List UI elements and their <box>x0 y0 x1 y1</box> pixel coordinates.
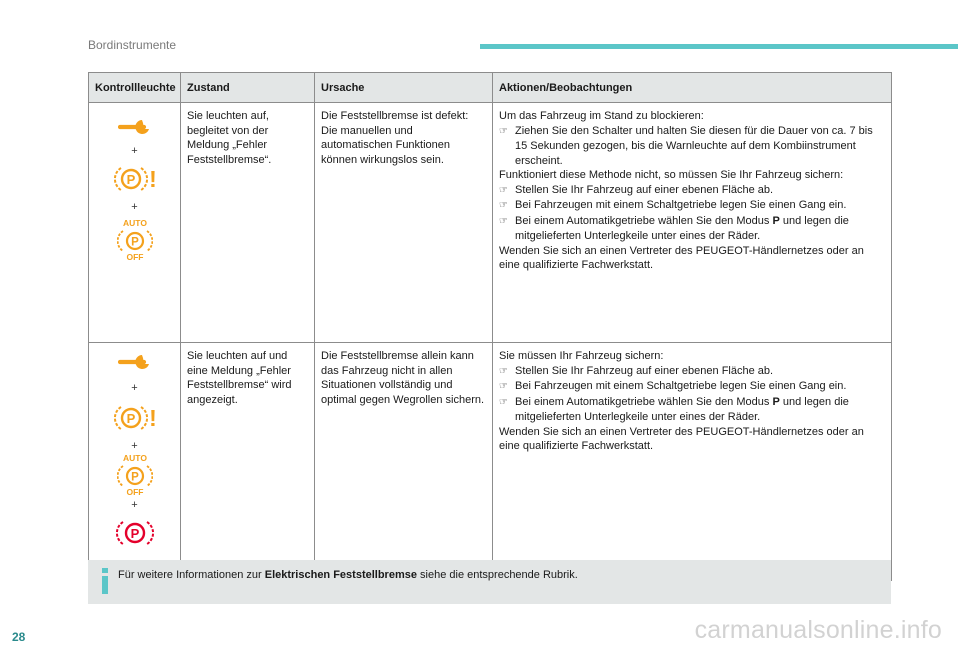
action-bullet <box>499 124 885 169</box>
auto-label: AUTO <box>122 453 147 463</box>
action-bullet-text: Bei Fahrzeugen mit einem Schaltgetriebe legen Sie einen Gang ein. <box>515 199 847 211</box>
exclamation-mark: ! <box>148 405 157 431</box>
pointing-hand-icon: ☞ <box>499 200 508 211</box>
action-bullet <box>499 364 885 380</box>
pointing-hand-icon: ☞ <box>499 184 508 196</box>
action-intro: Um das Fahrzeug im Stand zu blockieren: <box>499 110 704 122</box>
p-letter: P <box>130 236 139 249</box>
pointing-hand-icon: ☞ <box>499 381 508 392</box>
action-outro: Wenden Sie sich an einen Vertreter des PEUGEOT-Händlernetzes oder an eine qualifizierte Fachwerkstatt. <box>499 244 864 271</box>
p-letter: P <box>130 526 139 541</box>
column-header-ursache: Ursache <box>315 73 493 103</box>
action-bullet <box>499 198 885 214</box>
zustand-cell: Sie leuchten auf und eine Meldung „Fehler Feststellbremse“ wird angezeigt. <box>181 343 315 581</box>
parking-brake-red-icon <box>114 519 156 547</box>
info-link-term: Elektrischen Feststellbremse <box>264 569 417 581</box>
column-header-kontrollleuchte: Kontrollleuchte <box>89 73 181 103</box>
section-accent-bar <box>480 44 958 49</box>
action-bullet-text-pre: Bei einem Automatikgetriebe wählen Sie den Modus <box>515 395 773 408</box>
action-outro: Wenden Sie sich an einen Vertreter des PEUGEOT-Händlernetzes oder an eine qualifizierte Fachwerkstatt. <box>499 425 864 452</box>
action-bullet-text-post: und legen die mitgelieferten Unterlegkeile unter eines der Räder. <box>515 214 849 242</box>
auto-label: AUTO <box>122 218 147 228</box>
actions-cell <box>493 103 892 343</box>
ursache-cell: Die Feststellbremse ist defekt: Die manuellen und automatischen Funktionen können wirkungslos sein. <box>315 103 493 343</box>
action-bullet <box>499 214 885 244</box>
action-bullet-text: Stellen Sie Ihr Fahrzeug auf einer ebenen Fläche ab. <box>515 183 774 196</box>
info-box <box>88 560 891 604</box>
table-header-row <box>89 73 892 103</box>
pointing-hand-icon: ☞ <box>499 215 508 227</box>
p-letter: P <box>130 471 139 484</box>
action-bullet-text: Stellen Sie Ihr Fahrzeug auf einer ebenen Fläche ab. <box>515 364 774 377</box>
zustand-cell: Sie leuchten auf, begleitet von der Meldung „Fehler Feststellbremse“. <box>181 103 315 343</box>
exclamation-mark: ! <box>148 166 157 192</box>
page-number: 28 <box>12 630 26 644</box>
action-bullet-text-pre: Bei einem Automatikgetriebe wählen Sie den Modus <box>515 214 773 227</box>
action-bullet-text-post: und legen die mitgelieferten Unterlegkeile unter eines der Räder. <box>515 395 849 423</box>
wrench-icon <box>118 117 152 135</box>
action-bullet-text: Bei Fahrzeugen mit einem Schaltgetriebe legen Sie einen Gang ein. <box>515 380 847 392</box>
off-label: OFF <box>126 252 143 262</box>
info-text <box>118 569 578 581</box>
parking-brake-fault-icon <box>112 165 158 193</box>
action-bullet <box>499 395 885 425</box>
mode-p-label: P <box>772 395 780 408</box>
table-row <box>89 343 892 581</box>
auto-parking-off-icon <box>117 218 153 262</box>
off-label: OFF <box>126 487 143 497</box>
mode-p-label: P <box>772 214 780 227</box>
column-header-zustand: Zustand <box>181 73 315 103</box>
watermark: carmanualsonline.info <box>694 616 942 644</box>
action-intro: Sie müssen Ihr Fahrzeug sichern: <box>499 350 664 362</box>
parking-brake-fault-icon <box>112 404 158 432</box>
column-header-aktionen: Aktionen/Beobachtungen <box>493 73 892 103</box>
plus-sign: + <box>131 499 138 511</box>
plus-sign: + <box>131 382 138 394</box>
pointing-hand-icon: ☞ <box>499 125 508 137</box>
action-bullet <box>499 183 885 199</box>
table-row <box>89 103 892 343</box>
pointing-hand-icon: ☞ <box>499 365 508 377</box>
pointing-hand-icon: ☞ <box>499 396 508 408</box>
ursache-cell: Die Feststellbremse allein kann das Fahrzeug nicht in allen Situationen vollständig und optimal gegen Wegrollen sichern. <box>315 343 493 581</box>
plus-sign: + <box>131 145 138 157</box>
action-bullet <box>499 379 885 395</box>
wrench-icon <box>118 352 152 370</box>
p-letter: P <box>126 172 135 187</box>
p-letter: P <box>126 411 135 426</box>
info-text-post: siehe die entsprechende Rubrik. <box>416 569 578 581</box>
info-icon <box>98 567 112 595</box>
section-title: Bordinstrumente <box>88 38 177 52</box>
warning-lights-cell <box>89 343 181 581</box>
plus-sign: + <box>131 201 138 213</box>
auto-parking-off-icon <box>117 453 153 497</box>
plus-sign: + <box>131 440 138 452</box>
info-text-pre: Für weitere Informationen zur <box>118 569 265 581</box>
warning-lights-cell <box>89 103 181 343</box>
action-mid: Funktioniert diese Methode nicht, so müssen Sie Ihr Fahrzeug sichern: <box>499 169 844 181</box>
warning-lights-table <box>88 72 892 581</box>
action-bullet-text: Ziehen Sie den Schalter und halten Sie diesen für die Dauer von ca. 7 bis 15 Sekunden gezogen, bis die Warnleuchte auf dem Kombiinstrument erscheint. <box>515 124 873 167</box>
actions-cell <box>493 343 892 581</box>
